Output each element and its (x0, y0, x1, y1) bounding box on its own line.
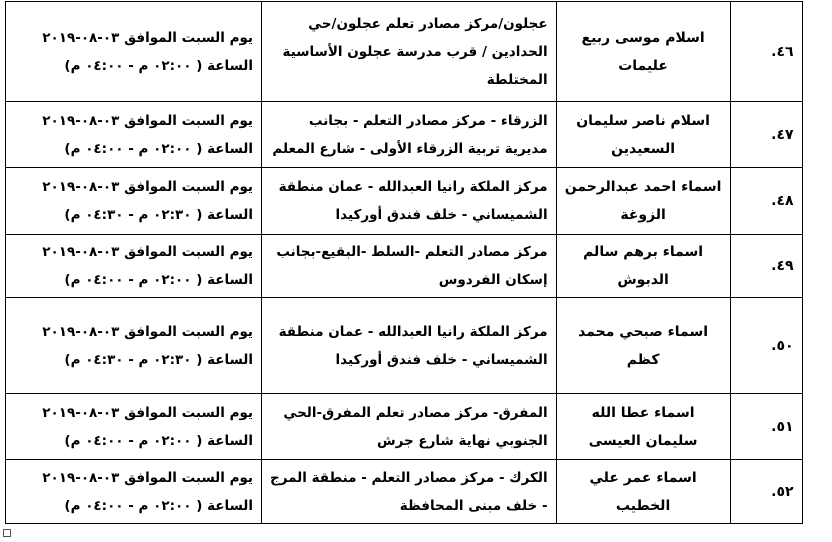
table-row (6, 102, 803, 168)
time-hours-line: الساعة ( ٠٢:٣٠ م - ٠٤:٣٠ م) (64, 351, 253, 368)
exam-time (6, 298, 262, 394)
time-hours-line: الساعة ( ٠٢:٠٠ م - ٠٤:٠٠ م) (64, 497, 253, 514)
time-hours-line: الساعة ( ٠٢:٠٠ م - ٠٤:٠٠ م) (64, 140, 253, 157)
row-number: ٥١. (730, 394, 802, 460)
exam-time (6, 394, 262, 460)
time-date-line: يوم السبت الموافق ٠٣-٠٨-٢٠١٩ (42, 404, 253, 421)
exam-location (262, 298, 557, 394)
time-hours-line: الساعة ( ٠٢:٣٠ م - ٠٤:٣٠ م) (64, 207, 253, 223)
exam-location (262, 102, 557, 168)
location-line: عجلون/مركز مصادر تعلم عجلون/حي (308, 15, 548, 32)
time-date-line: يوم السبت الموافق ٠٣-٠٨-٢٠١٩ (42, 244, 253, 260)
exam-location (262, 460, 557, 524)
table-row (6, 460, 803, 524)
schedule-table (5, 1, 803, 524)
location-line: مركز مصادر التعلم -السلط -البقيع-بجانب (276, 244, 548, 260)
time-hours-line: الساعة ( ٠٢:٠٠ م - ٠٤:٠٠ م) (64, 57, 253, 74)
applicant-name: اسلام ناصر سليمان السعيدين (556, 102, 730, 168)
location-line: الزرقاء - مركز مصادر التعلم - بجانب (308, 112, 548, 129)
applicant-name: اسماء صبحي محمد كظم (556, 298, 730, 394)
table-row (6, 2, 803, 102)
row-number: ٤٨. (730, 168, 802, 235)
location-line: - خلف مبنى المحافظة (399, 497, 548, 514)
time-date-line: يوم السبت الموافق ٠٣-٠٨-٢٠١٩ (42, 179, 253, 195)
time-date-line: يوم السبت الموافق ٠٣-٠٨-٢٠١٩ (42, 112, 253, 129)
exam-time (6, 235, 262, 298)
location-line: مركز الملكة رانيا العبدالله - عمان منطقة (278, 323, 548, 340)
location-line: الكرك - مركز مصادر التعلم - منطقة المرج (270, 469, 548, 486)
table-row (6, 298, 803, 394)
location-line: المفرق- مركز مصادر تعلم المفرق-الحي (283, 404, 548, 421)
table-row (6, 394, 803, 460)
row-number: ٥٠. (730, 298, 802, 394)
applicant-name: اسماء احمد عبدالرحمن الزوغة (556, 168, 730, 235)
exam-location (262, 2, 557, 102)
exam-location (262, 235, 557, 298)
applicant-name: اسماء برهم سالم الدبوش (556, 235, 730, 298)
applicant-name: اسلام موسى ربيع عليمات (556, 2, 730, 102)
exam-time (6, 102, 262, 168)
time-hours-line: الساعة ( ٠٢:٠٠ م - ٠٤:٠٠ م) (64, 272, 253, 288)
location-line: إسكان الفردوس (438, 272, 548, 288)
exam-time (6, 2, 262, 102)
table-row (6, 235, 803, 298)
location-line: مديرية تربية الزرقاء الأولى - شارع المعلم (272, 140, 548, 157)
applicant-name: اسماء عمر علي الخطيب (556, 460, 730, 524)
location-line: الحدادين / قرب مدرسة عجلون الأساسية (282, 43, 548, 60)
exam-location (262, 394, 557, 460)
paragraph-marker-icon (3, 529, 11, 537)
time-date-line: يوم السبت الموافق ٠٣-٠٨-٢٠١٩ (42, 469, 253, 486)
exam-time (6, 168, 262, 235)
time-date-line: يوم السبت الموافق ٠٣-٠٨-٢٠١٩ (42, 323, 253, 340)
location-line: الشميساني - خلف فندق أوركيدا (335, 351, 548, 368)
location-line: الشميساني - خلف فندق أوركيدا (335, 207, 548, 223)
time-hours-line: الساعة ( ٠٢:٠٠ م - ٠٤:٠٠ م) (64, 432, 253, 449)
row-number: ٤٧. (730, 102, 802, 168)
row-number: ٤٦. (730, 2, 802, 102)
time-date-line: يوم السبت الموافق ٠٣-٠٨-٢٠١٩ (42, 29, 253, 46)
row-number: ٤٩. (730, 235, 802, 298)
location-line: الجنوبي نهاية شارع جرش (376, 432, 548, 449)
exam-location (262, 168, 557, 235)
row-number: ٥٢. (730, 460, 802, 524)
exam-time (6, 460, 262, 524)
applicant-name: اسماء عطا الله سليمان العيسى (556, 394, 730, 460)
table-row (6, 168, 803, 235)
location-line: المختلطة (486, 71, 548, 88)
location-line: مركز الملكة رانيا العبدالله - عمان منطقة (278, 179, 548, 195)
